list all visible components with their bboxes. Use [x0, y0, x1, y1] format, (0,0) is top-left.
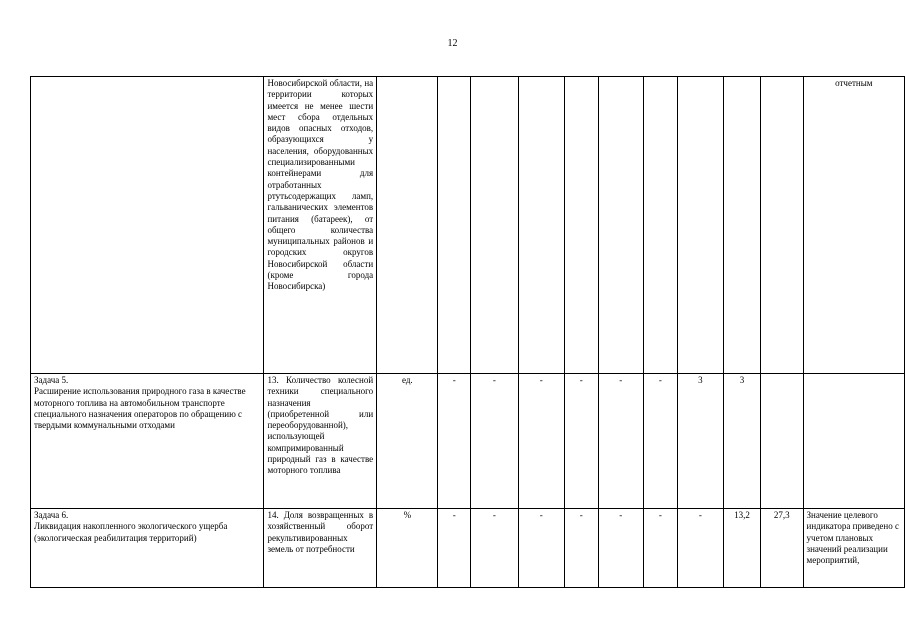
value-cell: [724, 77, 761, 374]
value-cell: -: [564, 374, 598, 509]
indicators-table: [30, 76, 905, 588]
unit-cell: %: [377, 509, 438, 588]
value-cell: [438, 77, 471, 374]
value-cell: -: [677, 509, 723, 588]
value-cell: -: [438, 374, 471, 509]
task-cell: Задача 6. Ликвидация накопленного экологического ущерба (экологическая реабилитация территорий): [31, 509, 264, 588]
table-row: [31, 509, 905, 588]
value-cell: [760, 374, 803, 509]
note-cell: [803, 374, 904, 509]
value-cell: -: [518, 374, 564, 509]
task-cell: Задача 5. Расширение использования природного газа в качестве моторного топлива на автомобильном транспорте специального назначения операторов по обращению с твердыми коммунальными отходами: [31, 374, 264, 509]
value-cell: -: [598, 509, 643, 588]
value-cell: [598, 77, 643, 374]
value-cell: -: [644, 374, 678, 509]
value-cell: [564, 77, 598, 374]
value-cell: -: [471, 374, 518, 509]
value-cell: -: [564, 509, 598, 588]
value-cell: 3: [724, 374, 761, 509]
value-cell: -: [598, 374, 643, 509]
value-cell: -: [518, 509, 564, 588]
value-cell: [760, 77, 803, 374]
indicator-cell: 13. Количество колесной техники специального назначения (приобретенной или переоборудованной), использующей компримированный природный газ в качестве моторного топлива: [264, 374, 377, 509]
task-cell: [31, 77, 264, 374]
table-row: [31, 77, 905, 374]
note-cell: Значение целевого индикатора приведено с учетом плановых значений реализации мероприятий,: [803, 509, 904, 588]
value-cell: [677, 77, 723, 374]
value-cell: [644, 77, 678, 374]
note-cell: отчетным: [803, 77, 904, 374]
indicator-cell: 14. Доля возвращенных в хозяйственный оборот рекультивированных земель от потребности: [264, 509, 377, 588]
value-cell: 13,2: [724, 509, 761, 588]
value-cell: -: [471, 509, 518, 588]
value-cell: -: [644, 509, 678, 588]
unit-cell: ед.: [377, 374, 438, 509]
indicator-cell: Новосибирской области, на территории которых имеется не менее шести мест сбора отдельных видов опасных отходов, образующихся у населения, оборудованных специализированными контейнерами для отработанных ртутьсодержащих ламп, гальванических элементов питания (батареек), от общего количества муниципальных районов и городских округов Новосибирской области (кроме города Новосибирска): [264, 77, 377, 374]
value-cell: [471, 77, 518, 374]
value-cell: -: [438, 509, 471, 588]
table-row: [31, 374, 905, 509]
page-number: 12: [447, 38, 458, 49]
value-cell: [518, 77, 564, 374]
value-cell: 27,3: [760, 509, 803, 588]
value-cell: 3: [677, 374, 723, 509]
unit-cell: [377, 77, 438, 374]
